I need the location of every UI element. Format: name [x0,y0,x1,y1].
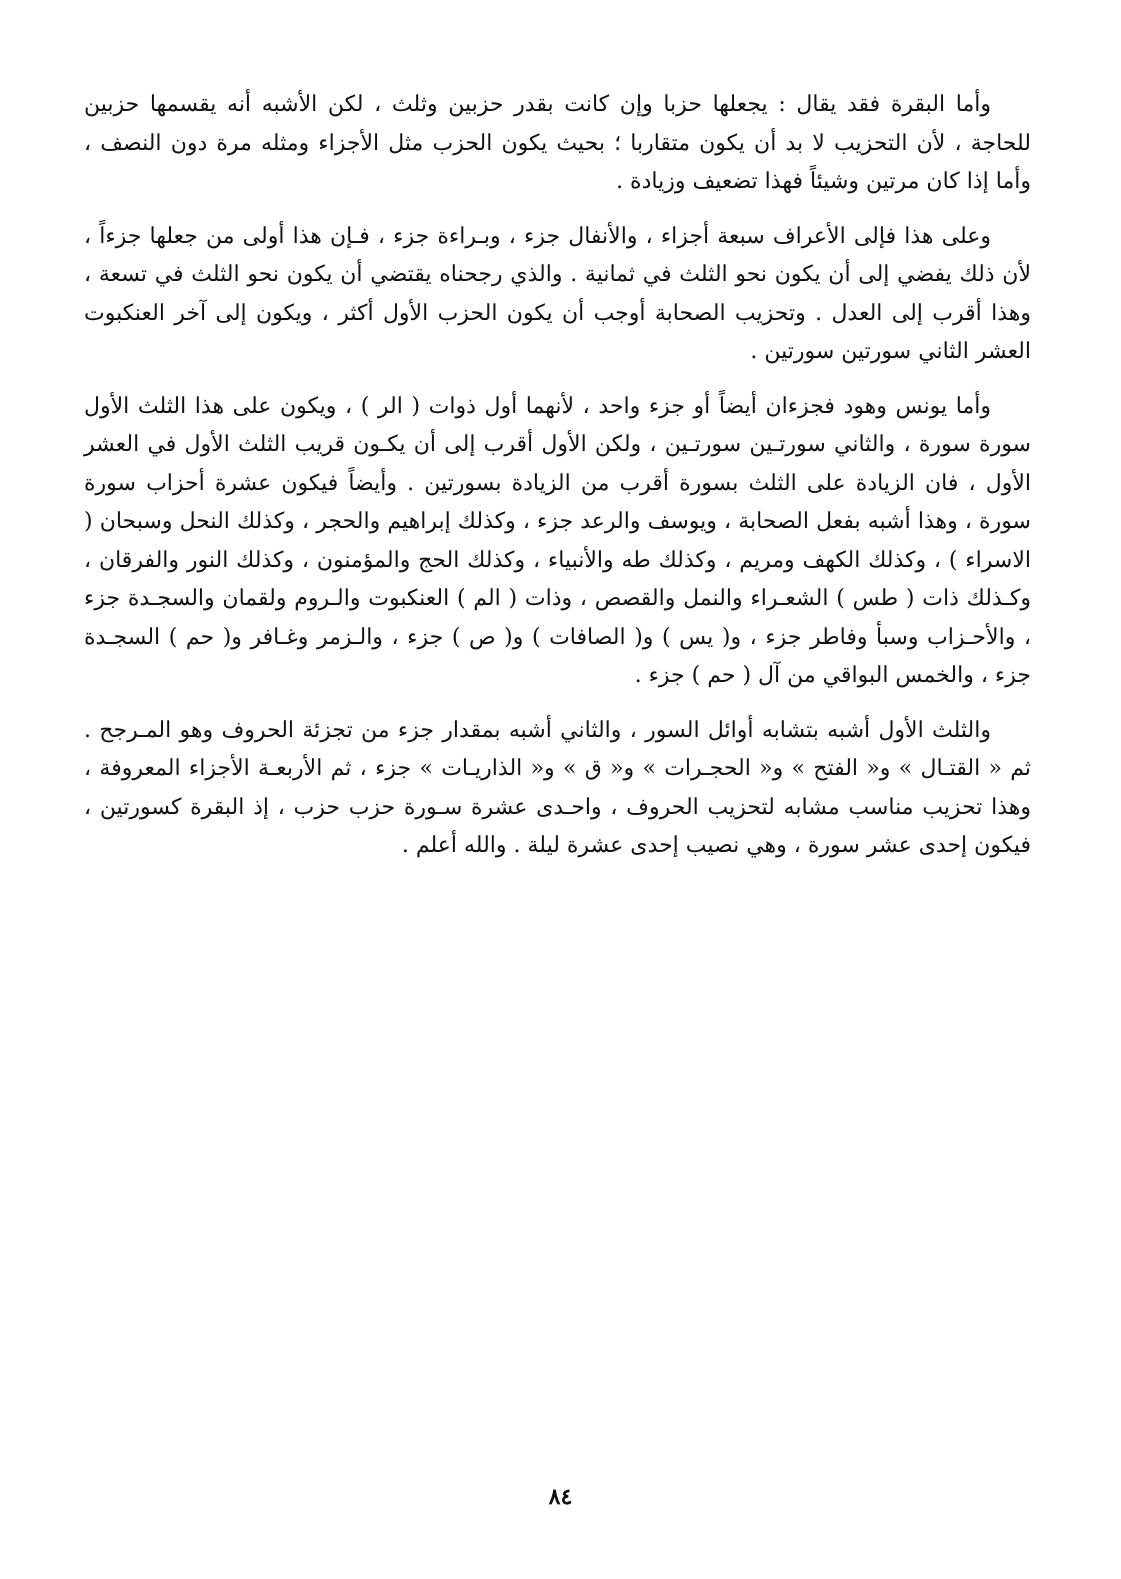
paragraph-4: والثلث الأول أشبه بتشابه أوائل السور ، والثاني أشبه بمقدار جزء من تجزئة الحروف وهو المـرجح . ثم « القتـال » و« الفتح » و« الحجـرات » و« ق » و« الذاريـات » جزء ، ثم الأربعـة الأجزاء المعروفة ، وهذا تحزيب مناسب مشابه لتحزيب الحروف ، واحـدى عشرة سـورة حزب حزب ، إذ البقرة كسورتين ، فيكون إحدى عشر سورة ، وهي نصيب إحدى عشرة ليلة . والله أعلم . [84,717,1031,858]
paragraph-2: وعلى هذا فإلى الأعراف سبعة أجزاء ، والأنفال جزء ، وبـراءة جزء ، فـإن هذا أولى من جعلها جزءاً ، لأن ذلك يفضي إلى أن يكون نحو الثلث في ثمانية . والذي رجحناه يقتضي أن يكون نحو الثلث في تسعة ، وهذا أقرب إلى العدل . وتحزيب الصحابة أوجب أن يكون الحزب الأول أكثر ، ويكون إلى آخر العنكبوت العشر الثاني سورتين سورتين . [84,223,1031,364]
body-text [84,86,1031,882]
paragraph-3: وأما يونس وهود فجزءان أيضاً أو جزء واحد ، لأنهما أول ذوات ( الر ) ، ويكون على هذا الثلث الأول سورة سورة ، والثاني سورتـين سورتـين ، ولكن الأول أقرب إلى أن يكـون قريب الثلث الأول في العشر الأول ، فان الزيادة على الثلث بسورة أقرب من الزيادة بسورتين . وأيضاً فيكون عشرة أحزاب سورة سورة ، وهذا أشبه بفعل الصحابة ، ويوسف والرعد جزء ، وكذلك إبراهيم والحجر ، وكذلك النحل وسبحان ( الاسراء ) ، وكذلك الكهف ومريم ، وكذلك طه والأنبياء ، وكذلك الحج والمؤمنون ، وكذلك النور والفرقان ، وكـذلك ذات ( طس ) الشعـراء والنمل والقصص ، وذات ( الم ) العنكبوت والـروم ولقمان والسجـدة جزء ، والأحـزاب وسبأ وفاطر جزء ، و( يس ) و( الصافات ) و( ص ) جزء ، والـزمر وغـافر و( حم ) السجـدة جزء ، والخمس البواقي من آل ( حم ) جزء . [84,393,1031,688]
paragraph-1: وأما البقرة فقد يقال : يجعلها حزبا وإن كانت بقدر حزبين وثلث ، لكن الأشبه أنه يقسمها حزبين للحاجة ، لأن التحزيب لا بد أن يكون متقاربا ؛ بحيث يكون الحزب مثل الأجزاء ومثله مرة دون النصف ، وأما إذا كان مرتين وشيئاً فهذا تضعيف وزيادة . [84,92,1031,194]
page-number: ٨٤ [548,1484,573,1510]
